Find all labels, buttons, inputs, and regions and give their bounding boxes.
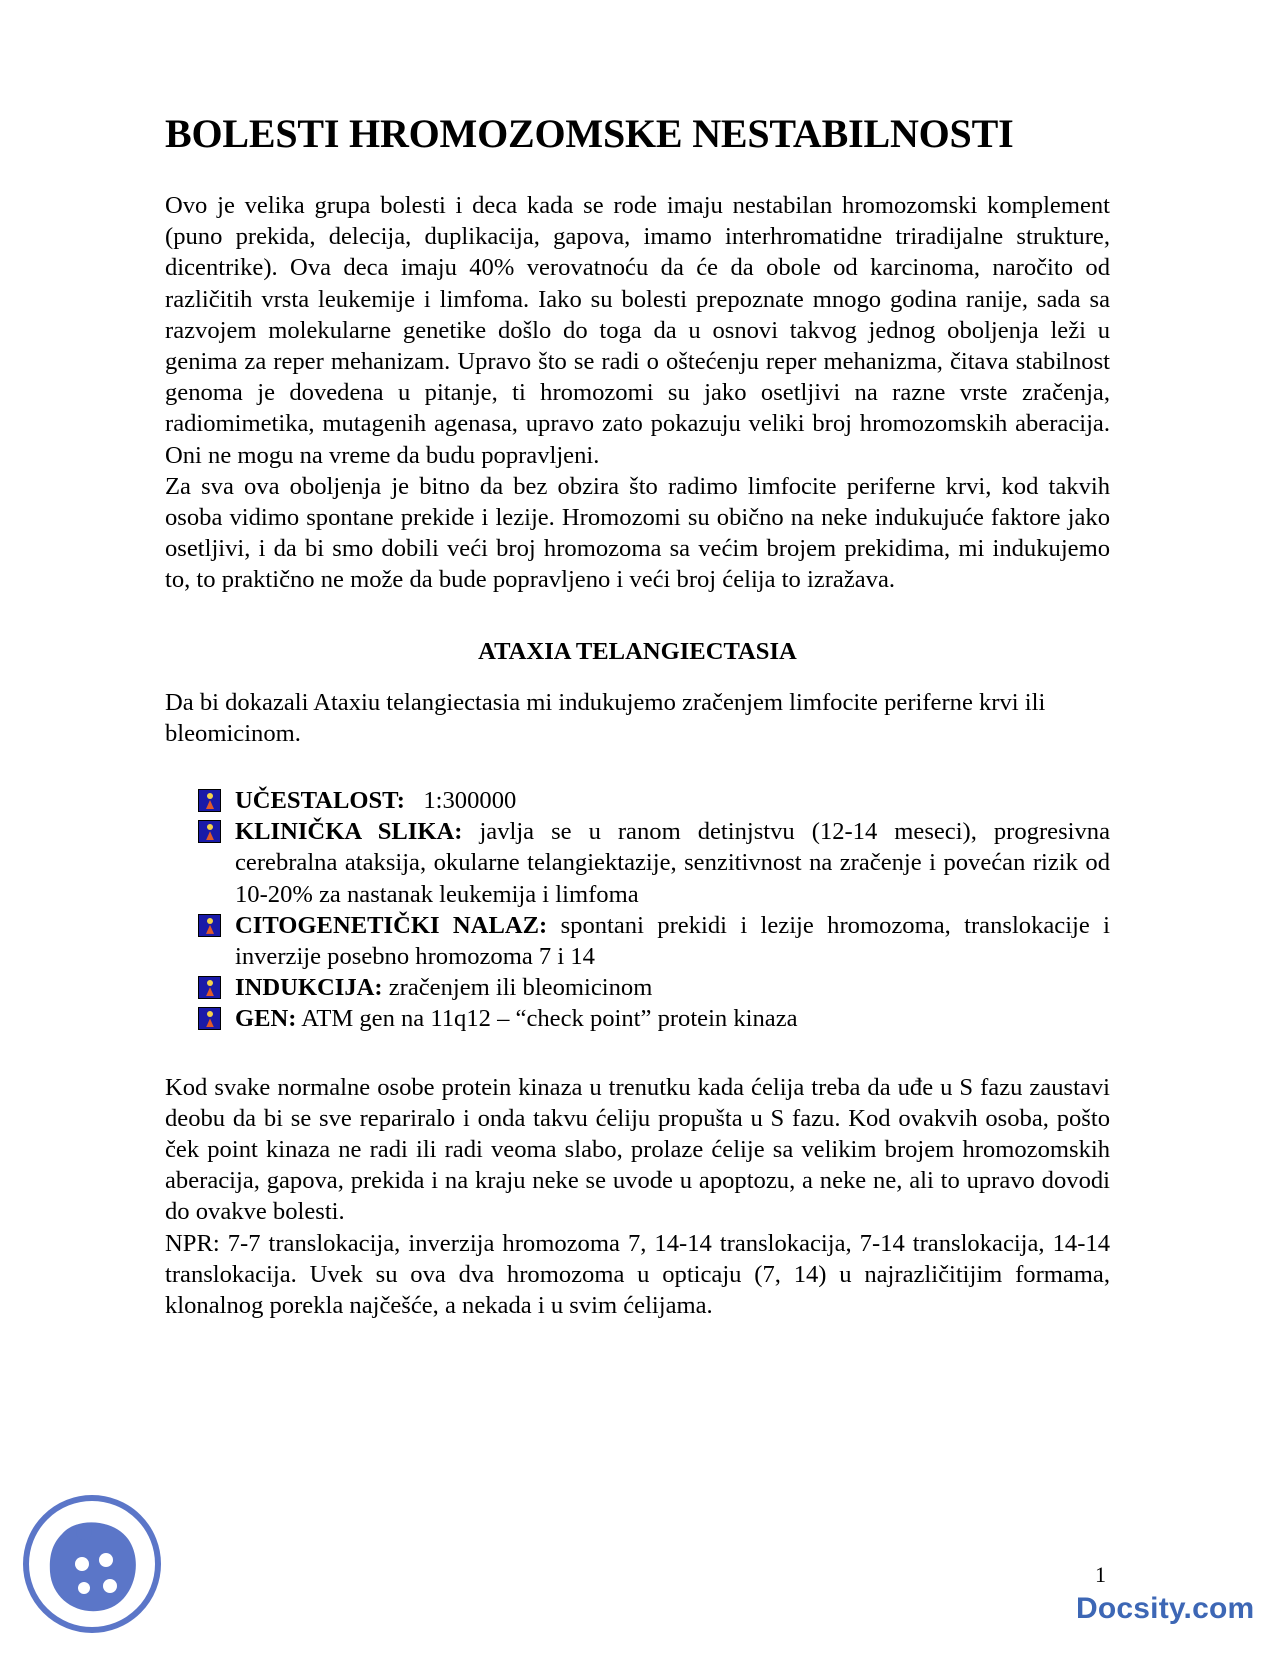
bullet-icon — [198, 820, 221, 843]
paragraph-body-1: Kod svake normalne osobe protein kinaza u trenutku kada ćelija treba da uđe u S fazu zaustavi deobu da bi se sve repariralo i onda takvu ćeliju propušta u S fazu. Kod ovakvih osoba, pošto ček point kinaza ne radi ili radi veoma slabo, prolaze ćelije sa velikim brojem hromozomskih aberacija, gapova, prekida i na kraju neke se uvode u apoptozu, a neke ne, ali to upravo dovodi do ovakve bolesti. — [165, 1073, 1110, 1226]
docsity-brand-link[interactable]: Docsity.com — [1076, 1592, 1255, 1625]
fact-text: javlja se u ranom detinjstvu (12-14 meseci), progresivna cerebralna ataksija, okularne telangiektazije, senzitivnost na zračenje i povećan rizik od 10-20% za nastanak leukemija i limfoma — [235, 818, 1110, 908]
paragraph-intro-2: Za sva ova oboljenja je bitno da bez obzira što radimo limfocite periferne krvi, kod takvih osoba vidimo spontane prekide i lezije. Hromozomi su obično na neke indukujuće faktore jako osetljivi, i da bi smo dobili veći broj hromozoma sa većim brojem prekidima, mi indukujemo to, to praktično ne može da bude popravljeno i veći broj ćelija to izražava. — [165, 472, 1110, 594]
paragraph-intro-1: Ovo je velika grupa bolesti i deca kada se rode imaju nestabilan hromozomski komplement (puno prekida, delecija, duplikacija, gapova, imamo interhromatidne triradijalne strukture, dicentrike). Ova deca imaju 40% verovatnoću da će da obole od karcinoma, naročito od različitih vrsta leukemije i limfoma. Iako su bolesti prepoznate mnogo godina ranije, sada sa razvojem molekularne genetike došlo do toga da u osnovi takvog jednog oboljenja leži u genima za reper mehanizam. Upravo što se radi o oštećenju reper mehanizma, čitava stabilnost genoma je dovedena u pitanje, ti hromozomi su jako osetljivi na razne vrste zračenja, radiomimetika, mutagenih agenasa, upravo zato pokazuju veliki broj hromozomskih aberacija. Oni ne mogu na vreme da budu popravljeni. — [165, 192, 1110, 469]
fact-label: GEN: — [235, 1005, 297, 1033]
page-number: 1 — [1095, 1562, 1106, 1587]
list-item — [198, 972, 1110, 1003]
section-intro: Da bi dokazali Ataxiu telangiectasia mi indukujemo zračenjem limfocite periferne krvi ili bleomicinom. — [165, 688, 1046, 747]
list-item — [198, 1003, 1110, 1034]
bullet-icon — [198, 914, 221, 937]
fact-text: ATM gen na 11q12 – “check point” protein kinaza — [301, 1005, 798, 1033]
docsity-logo-icon[interactable] — [22, 1494, 162, 1634]
bullet-icon — [198, 789, 221, 812]
fact-text: 1:300000 — [423, 787, 517, 815]
page-title: BOLESTI HROMOZOMSKE NESTABILNOSTI — [165, 111, 1014, 156]
list-item — [198, 910, 1110, 972]
fact-label: UČESTALOST: — [235, 787, 405, 815]
list-item — [198, 785, 1110, 816]
document-page — [165, 108, 1110, 1321]
section-heading: ATAXIA TELANGIECTASIA — [478, 637, 797, 665]
facts-list — [198, 785, 1110, 1035]
list-item — [198, 816, 1110, 910]
fact-text: spontani prekidi i lezije hromozoma, translokacije i inverzije posebno hromozoma 7 i 14 — [235, 911, 1110, 971]
fact-text: zračenjem ili bleomicinom — [388, 974, 653, 1002]
fact-label: INDUKCIJA: — [235, 974, 383, 1002]
paragraph-body-2: NPR: 7-7 translokacija, inverzija hromozoma 7, 14-14 translokacija, 7-14 translokacija, 14-14 translokacija. Uvek su ova dva hromozoma u opticaju (7, 14) u najrazličitijim formama, klonalnog porekla najčešće, a nekada i u svim ćelijama. — [165, 1229, 1110, 1320]
bullet-icon — [198, 1007, 221, 1030]
fact-label: KLINIČKA SLIKA: — [235, 818, 463, 846]
bullet-icon — [198, 976, 221, 999]
fact-label: CITOGENETIČKI NALAZ: — [235, 911, 548, 939]
